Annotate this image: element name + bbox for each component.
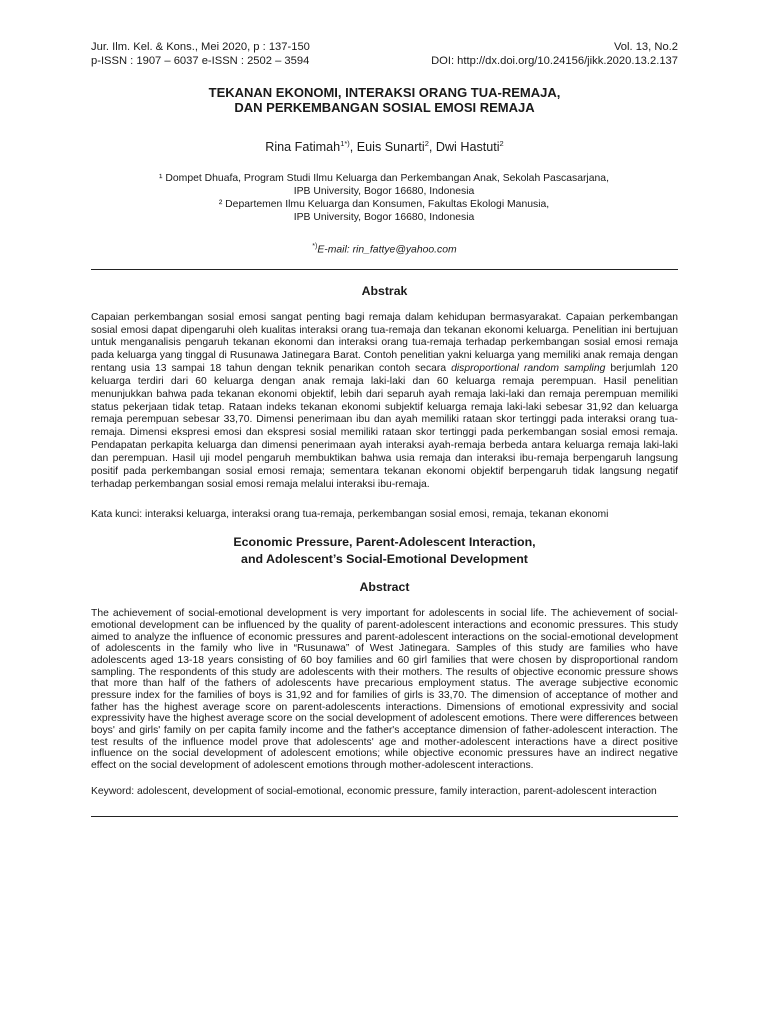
- english-title-line-1: Economic Pressure, Parent-Adolescent Interaction,: [233, 535, 536, 550]
- corresponding-email: [91, 243, 678, 255]
- abstrak-text-1: Capaian perkembangan sosial emosi sangat penting bagi remaja dalam kehidupan bermasyarakat. Capaian perkembangan sosial emosi dapat dipengaruhi oleh kualitas interaksi orang tua-remaja dan tekanan ekonomi keluarga. Penelitian ini bertujuan untuk menganalisis pengaruh tekanan ekonomi dan interaksi orang tua-remaja terhadap perkembangan sosial emosi remaja pada keluarga yang tinggal di Rusunawa Jatinegara Barat. Contoh penelitian yakni keluarga yang memiliki anak remaja dengan rentang usia 13 sampai 18 tahun dengan teknik penarikan contoh secara: [91, 311, 678, 375]
- email-text[interactable]: E-mail: rin_fattye@yahoo.com: [317, 244, 457, 256]
- abstrak-italic-term: disproportional random sampling: [451, 363, 606, 375]
- title-line-1: TEKANAN EKONOMI, INTERAKSI ORANG TUA-REMAJA,: [208, 85, 561, 100]
- abstrak-text-2: berjumlah 120 keluarga terdiri dari 60 keluarga dengan anak remaja laki-laki dan 60 keluarga remaja perempuan. Hasil penelitian menunjukkan bahwa pada tekanan ekonomi objektif, lebih dari separuh ayah remaja laki-laki dan remaja perempuan memiliki status pekerjaan tidak tetap. Rataan indeks tekanan ekonomi subjektif keluarga remaja laki-laki sebesar 31,92 dan keluarga remaja perempuan sebesar 33,70. Dimensi penerimaan ibu dan ayah memiliki rataan skor tertinggi pada interaksi orang tua-remaja. Dimensi ekspresi emosi dan ekspresi sosial memiliki rataan skor tertinggi pada perkembangan sosial emosi remaja. Pendapatan perkapita keluarga dan dimensi penerimaan ayah interaksi ayah-remaja berbeda antara keluarga remaja laki-laki dan perempuan. Hasil uji model pengaruh membuktikan bahwa usia remaja dan interaksi ibu-remaja berpengaruh langsung positif pada perkembangan sosial emosi remaja; sementara tekanan ekonomi objektif berpengaruh tidak langsung negatif terhadap perkembangan sosial emosi remaja melalui interaksi ibu-remaja.: [91, 363, 678, 490]
- affiliation-1-line-1: ¹ Dompet Dhuafa, Program Studi Ilmu Keluarga dan Perkembangan Anak, Sekolah Pascasarjana,: [159, 173, 609, 185]
- header-row-2: [91, 54, 678, 68]
- title-line-2: DAN PERKEMBANGAN SOSIAL EMOSI REMAJA: [234, 100, 535, 115]
- email-mark: *): [312, 243, 318, 251]
- doi-link[interactable]: DOI: http://dx.doi.org/10.24156/jikk.2020.13.2.137: [431, 55, 678, 67]
- issn: p-ISSN : 1907 – 6037 e-ISSN : 2502 – 3594: [91, 55, 310, 67]
- affiliations: [91, 172, 619, 224]
- abstract-body: The achievement of social-emotional development is very important for adolescents in social life. The achievement of social-emotional development can be influenced by the quality of parent-adolescent interactions and economic pressures. This study aimed to analyze the influence of economic pressures and parent-adolescent interactions on the social-emotional development of adolescents in the family who live in “Rusunawa” of West Jatinegara. Samples of this study are families who have adolescents aged 13-18 years consisting of 60 boy families and 60 girl families that were chosen by disproportional random sampling. The respondents of this study are adolescents with their mothers. The results of objective economic pressure shows that more than half of the fathers of adolescents have precarious employment status. The average subjective economic pressure index for the families of boys is 31,92 and for families of girls is 33,70. The dimension of acceptance of mother and father has the highest average score on parent-adolescents interactions. Dimensions of emotional expressivity and social expressivity have the highest average score on the social development of adolescent emotions. There were differences between boys' and girls' family on per capita family income and the father's acceptance dimension of father-adolescent interaction. The test results of the influence model prove that adolescents' age and mother-adolescent interactions have a direct positive influence on the social development of adolescent emotions; while objective economic pressures have an indirect negative effect on the social development of adolescent emotions through mother-adolescent interactions.: [91, 608, 678, 771]
- paper-title: [91, 85, 678, 115]
- english-keywords: Keyword: adolescent, development of social-emotional, economic pressure, family interaction, parent-adolescent interaction: [91, 785, 657, 797]
- author-name: Euis Sunarti: [356, 140, 425, 155]
- affiliation-2-line-2: IPB University, Bogor 16680, Indonesia: [293, 212, 475, 224]
- author-name: Dwi Hastuti: [435, 140, 500, 155]
- paper-page: [91, 40, 678, 817]
- bottom-divider: [91, 816, 678, 817]
- author-affiliation-mark: 2: [424, 139, 429, 148]
- affiliation-2-line-1: ² Departemen Ilmu Keluarga dan Konsumen, Fakultas Ekologi Manusia,: [218, 199, 550, 211]
- english-title: [91, 534, 678, 567]
- affiliation-1-line-2: IPB University, Bogor 16680, Indonesia: [293, 186, 475, 198]
- abstract-heading: Abstract: [359, 580, 410, 595]
- author-name: Rina Fatimah: [265, 140, 341, 155]
- english-title-line-2: and Adolescent’s Social-Emotional Development: [241, 551, 528, 566]
- abstrak-body: [91, 312, 678, 492]
- author-affiliation-mark: 2: [499, 139, 504, 148]
- author-list: Rina Fatimah$^{1*)}$, Euis Sunarti$^2$, Dwi Hastuti$^2$: [265, 139, 504, 155]
- journal-citation: Jur. Ilm. Kel. & Kons., Mei 2020, p : 137-150: [91, 41, 310, 53]
- kata-kunci: Kata kunci: interaksi keluarga, interaksi orang tua-remaja, perkembangan sosial emosi, remaja, tekanan ekonomi: [91, 509, 609, 521]
- header-row-1: [91, 40, 678, 54]
- abstrak-heading: Abstrak: [361, 283, 408, 298]
- volume-number: Vol. 13, No.2: [613, 41, 678, 53]
- top-divider: [91, 269, 678, 270]
- author-affiliation-mark: 1*): [340, 139, 350, 148]
